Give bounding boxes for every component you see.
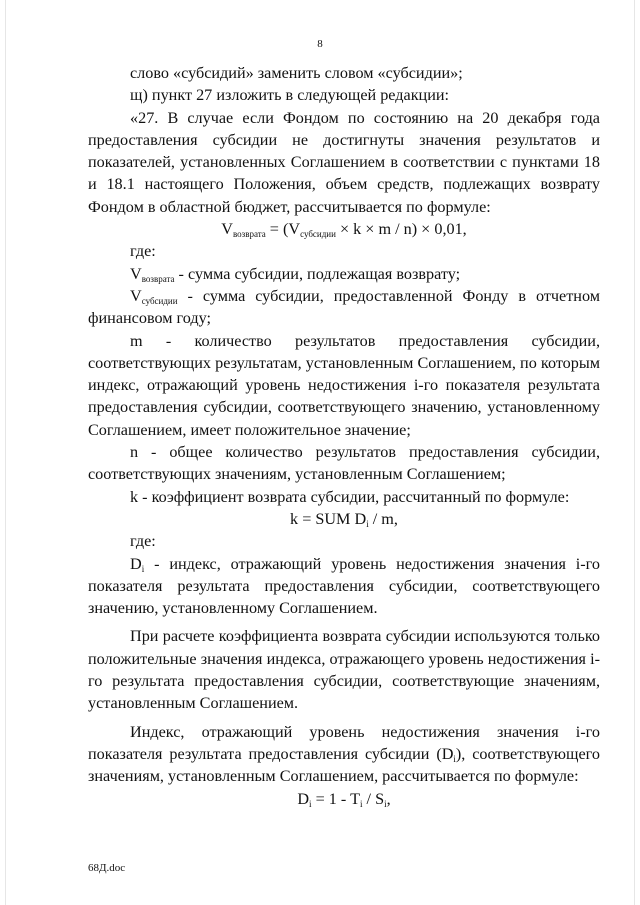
scan-edge-left — [5, 0, 6, 905]
document-body — [88, 62, 600, 810]
paragraph-word-replace: слово «субсидий» заменить словом «субсидии»; — [130, 64, 463, 82]
definition-k: k - коэффициент возврата субсидии, рассчитанный по формуле: — [130, 487, 570, 506]
paragraph-index-intro: Индекс, отражающий уровень недостижения значения i-го показателя результата предоставления субсидии $(D_i)$, соответствующего значениям, установленным Соглашением, рассчитывается по формуле: — [88, 722, 600, 786]
formula-k: k = SUM $D_i$ / m, — [290, 509, 398, 529]
paragraph-calc-rule: При расчете коэффициента возврата субсидии используются только положительные значения индекса, отражающего уровень недостижения i-го результата предоставления субсидии, соответствующие значениям, установленным Соглашением. — [88, 627, 600, 713]
paragraph-clause-27: «27. В случае если Фондом по состоянию на 20 декабря года предоставления субсидии не достигнуты значения результатов и показателей, установленных Соглашением в соответствии с пунктами 18 и 18.1 настоящего Положения, объем средств, подлежащих возврату Фондом в областной бюджет, рассчитывается по формуле: — [88, 108, 600, 216]
page-number: 8 — [317, 38, 323, 50]
paragraph-clause-intro: щ) пункт 27 изложить в следующей редакции: — [130, 86, 450, 105]
definition-v-return: $V_{возврата}$ - сумма субсидии, подлежащая возврату; — [130, 264, 461, 284]
footer-filename: 68Д.doc — [88, 862, 126, 874]
formula-d: $D_i = 1 - T_i / S_i$, — [297, 789, 391, 809]
definition-m: m - количество результатов предоставления субсидии, соответствующих результатам, установленным Соглашением, по которым индекс, отражающий уровень недостижения i-го показателя результата предоставления субсидии, соответствующего значению, установленному Соглашением, имеет положительное значение; — [88, 331, 600, 439]
where-label-2: где: — [130, 532, 156, 551]
scan-edge-right — [634, 0, 635, 905]
definition-v-subsidy: $V_{субсидии}$ - сумма субсидии, предоставленной Фонду в отчетном финансовом году; — [88, 286, 600, 328]
where-label: где: — [130, 242, 156, 261]
definition-n: n - общее количество результатов предоставления субсидии, соответствующих значениям, установленным Соглашением; — [88, 443, 600, 484]
formula-v-return: $V_{возврата} = (V_{субсидии} \times k \times m / n) \times 0,01$, — [221, 220, 467, 240]
definition-d: $D_i$ - индекс, отражающий уровень недостижения значения i-го показателя результата предоставления субсидии, соответствующего значению, установленному Соглашением. — [88, 554, 600, 618]
